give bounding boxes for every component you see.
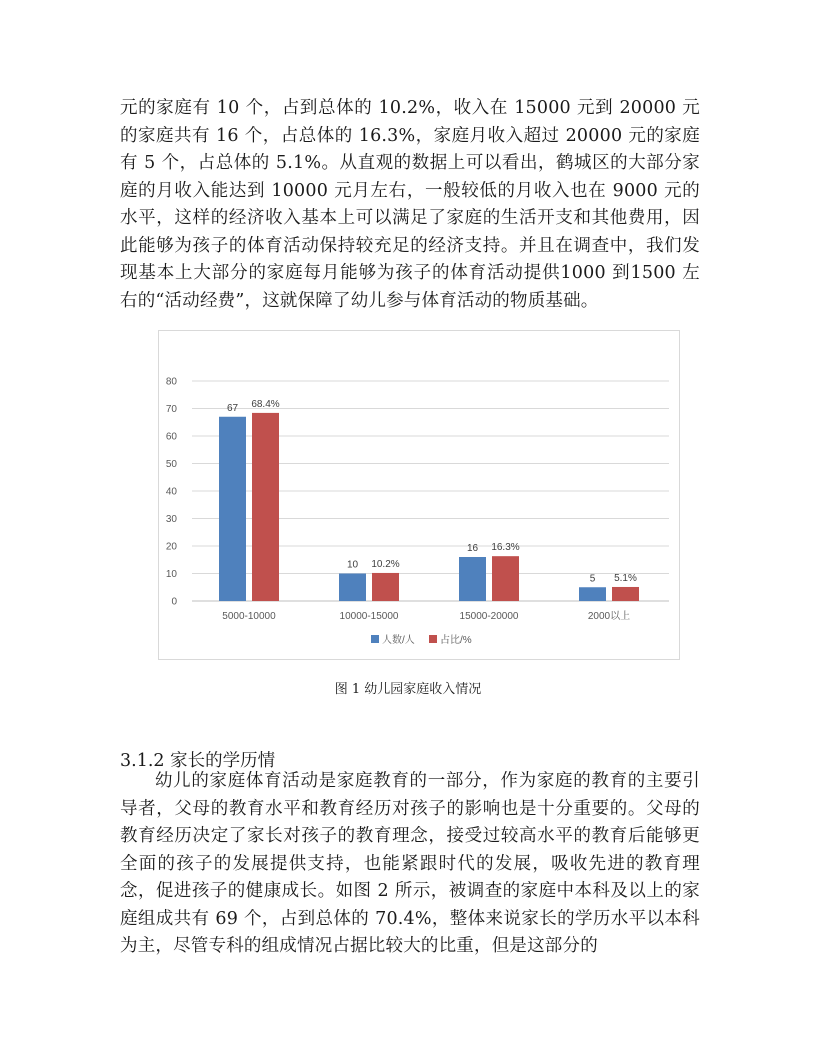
data-label: 67	[226, 402, 239, 414]
x-tick-label: 5000-10000	[222, 611, 276, 622]
x-tick-label: 10000-15000	[339, 611, 399, 622]
data-label: 16.3%	[491, 542, 520, 554]
legend-swatch	[371, 635, 379, 643]
body-paragraph-top: 元的家庭有 10 个，占到总体的 10.2%，收入在 15000 元到 20000 元的家庭共有 16 个，占总体的 16.3%，家庭月收入超过 20000 元的家庭有 5 个，占总体的 5.1%。从直观的数据上可以看出，鹤城区的大部分家庭的月收入能达到 10000 元月左右，一般较低的月收入也在 9000 元的水平，这样的经济收入基本上可以满足了家庭的生活开支和其他费用，因此能够为孩子的体育活动保持较充足的经济支持。并且在调查中，我们发现基本上大部分的家庭每月能够为孩子的体育活动提供1000 到1500 左右的“活动经费”，这就保障了幼儿参与体育活动的物质基础。	[120, 98, 700, 311]
x-tick-label: 15000-20000	[459, 611, 519, 622]
x-tick-label: 2000以上	[587, 611, 631, 622]
data-label: 68.4%	[251, 398, 280, 410]
y-tick-label: 40	[165, 486, 177, 498]
legend-label: 占比/%	[440, 635, 472, 646]
bar	[459, 557, 486, 601]
bar	[252, 413, 279, 601]
y-tick-label: 70	[165, 404, 177, 415]
chart-canvas	[159, 331, 679, 659]
data-label: 10	[346, 559, 359, 571]
data-label: 10.2%	[371, 558, 400, 570]
section-heading: 3.1.2 家长的学历情	[120, 751, 276, 771]
y-tick-label: 80	[165, 376, 177, 388]
legend-label: 人数/人	[382, 635, 415, 646]
bar	[612, 587, 639, 601]
y-tick-label: 30	[165, 514, 177, 525]
legend-swatch	[429, 635, 437, 643]
y-tick-label: 60	[165, 431, 177, 443]
bar	[579, 587, 606, 601]
data-label: 5	[589, 573, 596, 585]
income-bar-chart	[158, 330, 680, 660]
figure-caption: 图 1 幼儿园家庭收入情况	[334, 682, 482, 697]
y-tick-label: 10	[165, 569, 177, 580]
data-label: 16	[466, 543, 479, 554]
bar	[339, 574, 366, 602]
bar	[492, 556, 519, 601]
data-label: 5.1%	[614, 572, 637, 584]
bar	[219, 417, 246, 601]
bar	[372, 573, 399, 601]
body-paragraph-bottom: 幼儿的家庭体育活动是家庭教育的一部分，作为家庭的教育的主要引导者，父母的教育水平和教育经历对孩子的影响也是十分重要的。父母的教育经历决定了家长对孩子的教育理念，接受过较高水平的教育后能够更全面的孩子的发展提供支持，也能紧跟时代的发展，吸收先进的教育理念，促进孩子的健康成长。如图 2 所示，被调查的家庭中本科及以上的家庭组成共有 69 个，占到总体的 70.4%，整体来说家长的学历水平以本科为主，尽管专科的组成情况占据比较大的比重，但是这部分的	[120, 771, 700, 956]
y-tick-label: 20	[165, 541, 177, 553]
y-tick-label: 50	[165, 459, 177, 470]
y-tick-label: 0	[171, 596, 177, 608]
